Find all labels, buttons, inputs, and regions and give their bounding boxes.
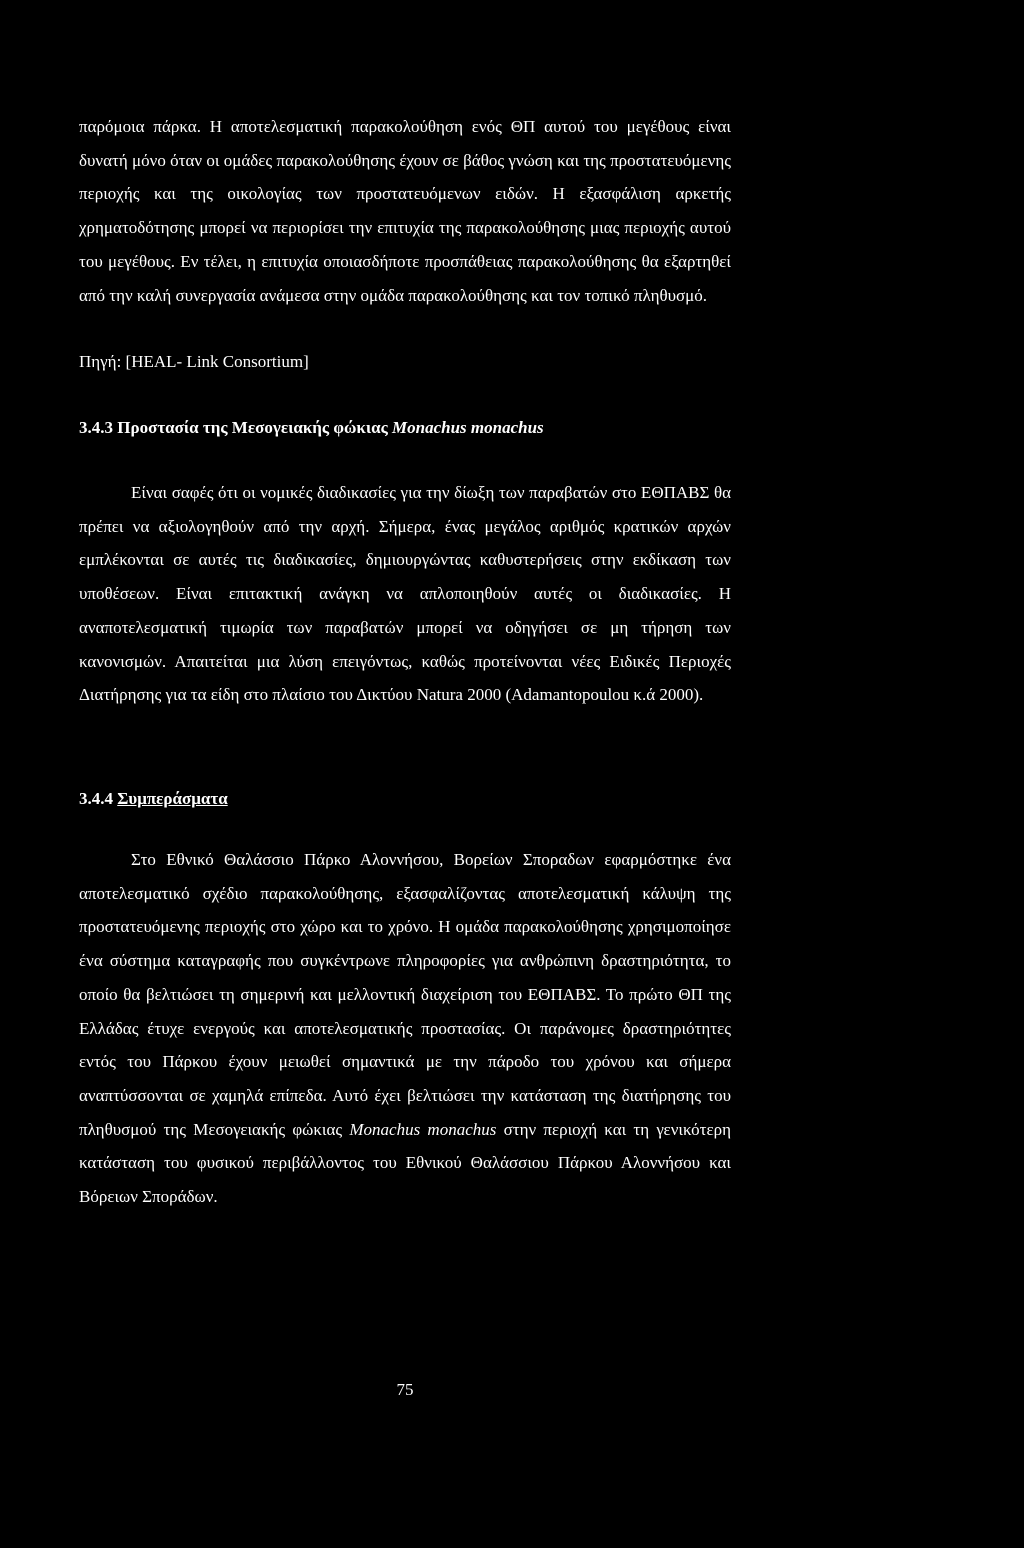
section-title-species: Monachus monachus — [392, 418, 544, 437]
section-344-body — [79, 843, 731, 1214]
section-number-343: 3.4.3 — [79, 418, 113, 437]
intro-paragraph: παρόμοια πάρκα. Η αποτελεσματική παρακολούθηση ενός ΘΠ αυτού του μεγέθους είναι δυνατή μόνο όταν οι ομάδες παρακολούθησης έχουν σε βάθος γνώση και της προστατευόμενης περιοχής και της οικολογίας των προστατευόμενων ειδών. Η εξασφάλιση αρκετής χρηματοδότησης μπορεί να περιορίσει την επιτυχία της παρακολούθησης μιας περιοχής αυτού του μεγέθους. Εν τέλει, η επιτυχία οποιασδήποτε προσπάθειας παρακολούθησης θα εξαρτηθεί από την καλή συνεργασία ανάμεσα στην ομάδα παρακολούθησης και τον τοπικό πληθυσμό. — [79, 117, 731, 305]
section-344-text-a: Στο Εθνικό Θαλάσσιο Πάρκο Αλοννήσου, Βορείων Σποραδων εφαρμόστηκε ένα αποτελεσματικό σχέδιο παρακολούθησης, εξασφαλίζοντας αποτελεσματική κάλυψη της προστατευόμενης περιοχής στο χώρο και το χρόνο. Η ομάδα παρακολούθησης χρησιμοποίησε ένα σύστημα καταγραφής που συγκέντρωνε πληροφορίες για ανθρώπινη δραστηριότητα, το οποίο θα βελτιώσει τη σημερινή και μελλοντική διαχείριση του ΕΘΠΑΒΣ. Το πρώτο ΘΠ της Ελλάδας έτυχε ενεργούς και αποτελεσματικής προστασίας. Οι παράνομες δραστηριότητες εντός του Πάρκου έχουν μειωθεί σημαντικά με την πάροδο του χρόνου και σήμερα αναπτύσσονται σε χαμηλά επίπεδα. Αυτό έχει βελτιώσει την κατάσταση της διατήρησης του πληθυσμού της Μεσογειακής φώκιας — [79, 850, 731, 1139]
source-citation: Πηγή: [HEAL- Link Consortium] — [79, 352, 309, 371]
section-title-344: Συμπεράσματα — [117, 789, 228, 808]
section-number-344: 3.4.4 — [79, 789, 113, 808]
page-number: 75 — [396, 1380, 414, 1399]
section-title-343: Προστασία της Μεσογειακής φώκιας — [117, 418, 388, 437]
section-heading-344 — [79, 784, 228, 814]
section-343-body: Είναι σαφές ότι οι νομικές διαδικασίες για την δίωξη των παραβατών στο ΕΘΠΑΒΣ θα πρέπει να αξιολογηθούν από την αρχή. Σήμερα, ένας μεγάλος αριθμός κρατικών αρχών εμπλέκονται σε αυτές τις διαδικασίες, δημιουργώντας καθυστερήσεις στην εκδίκαση των υποθέσεων. Είναι επιτακτική ανάγκη να απλοποιηθούν αυτές οι διαδικασίες. Η αναποτελεσματική τιμωρία των παραβατών μπορεί να οδηγήσει σε μη τήρηση των κανονισμών. Απαιτείται μια λύση επειγόντως, καθώς προτείνονται νέες Ειδικές Περιοχές Διατήρησης για τα είδη στο πλαίσιο του Δικτύου Natura 2000 (Adamantopoulou κ.ά 2000). — [79, 483, 731, 705]
section-heading-343 — [79, 413, 544, 443]
section-344-text-b: στην περιοχή και τη γενικότερη κατάσταση του φυσικού περιβάλλοντος του Εθνικού Θαλάσσιου Πάρκου Αλοννήσου και Βόρειων Σποράδων. — [79, 1119, 731, 1207]
section-344-species: Monachus monachus — [349, 1119, 497, 1139]
